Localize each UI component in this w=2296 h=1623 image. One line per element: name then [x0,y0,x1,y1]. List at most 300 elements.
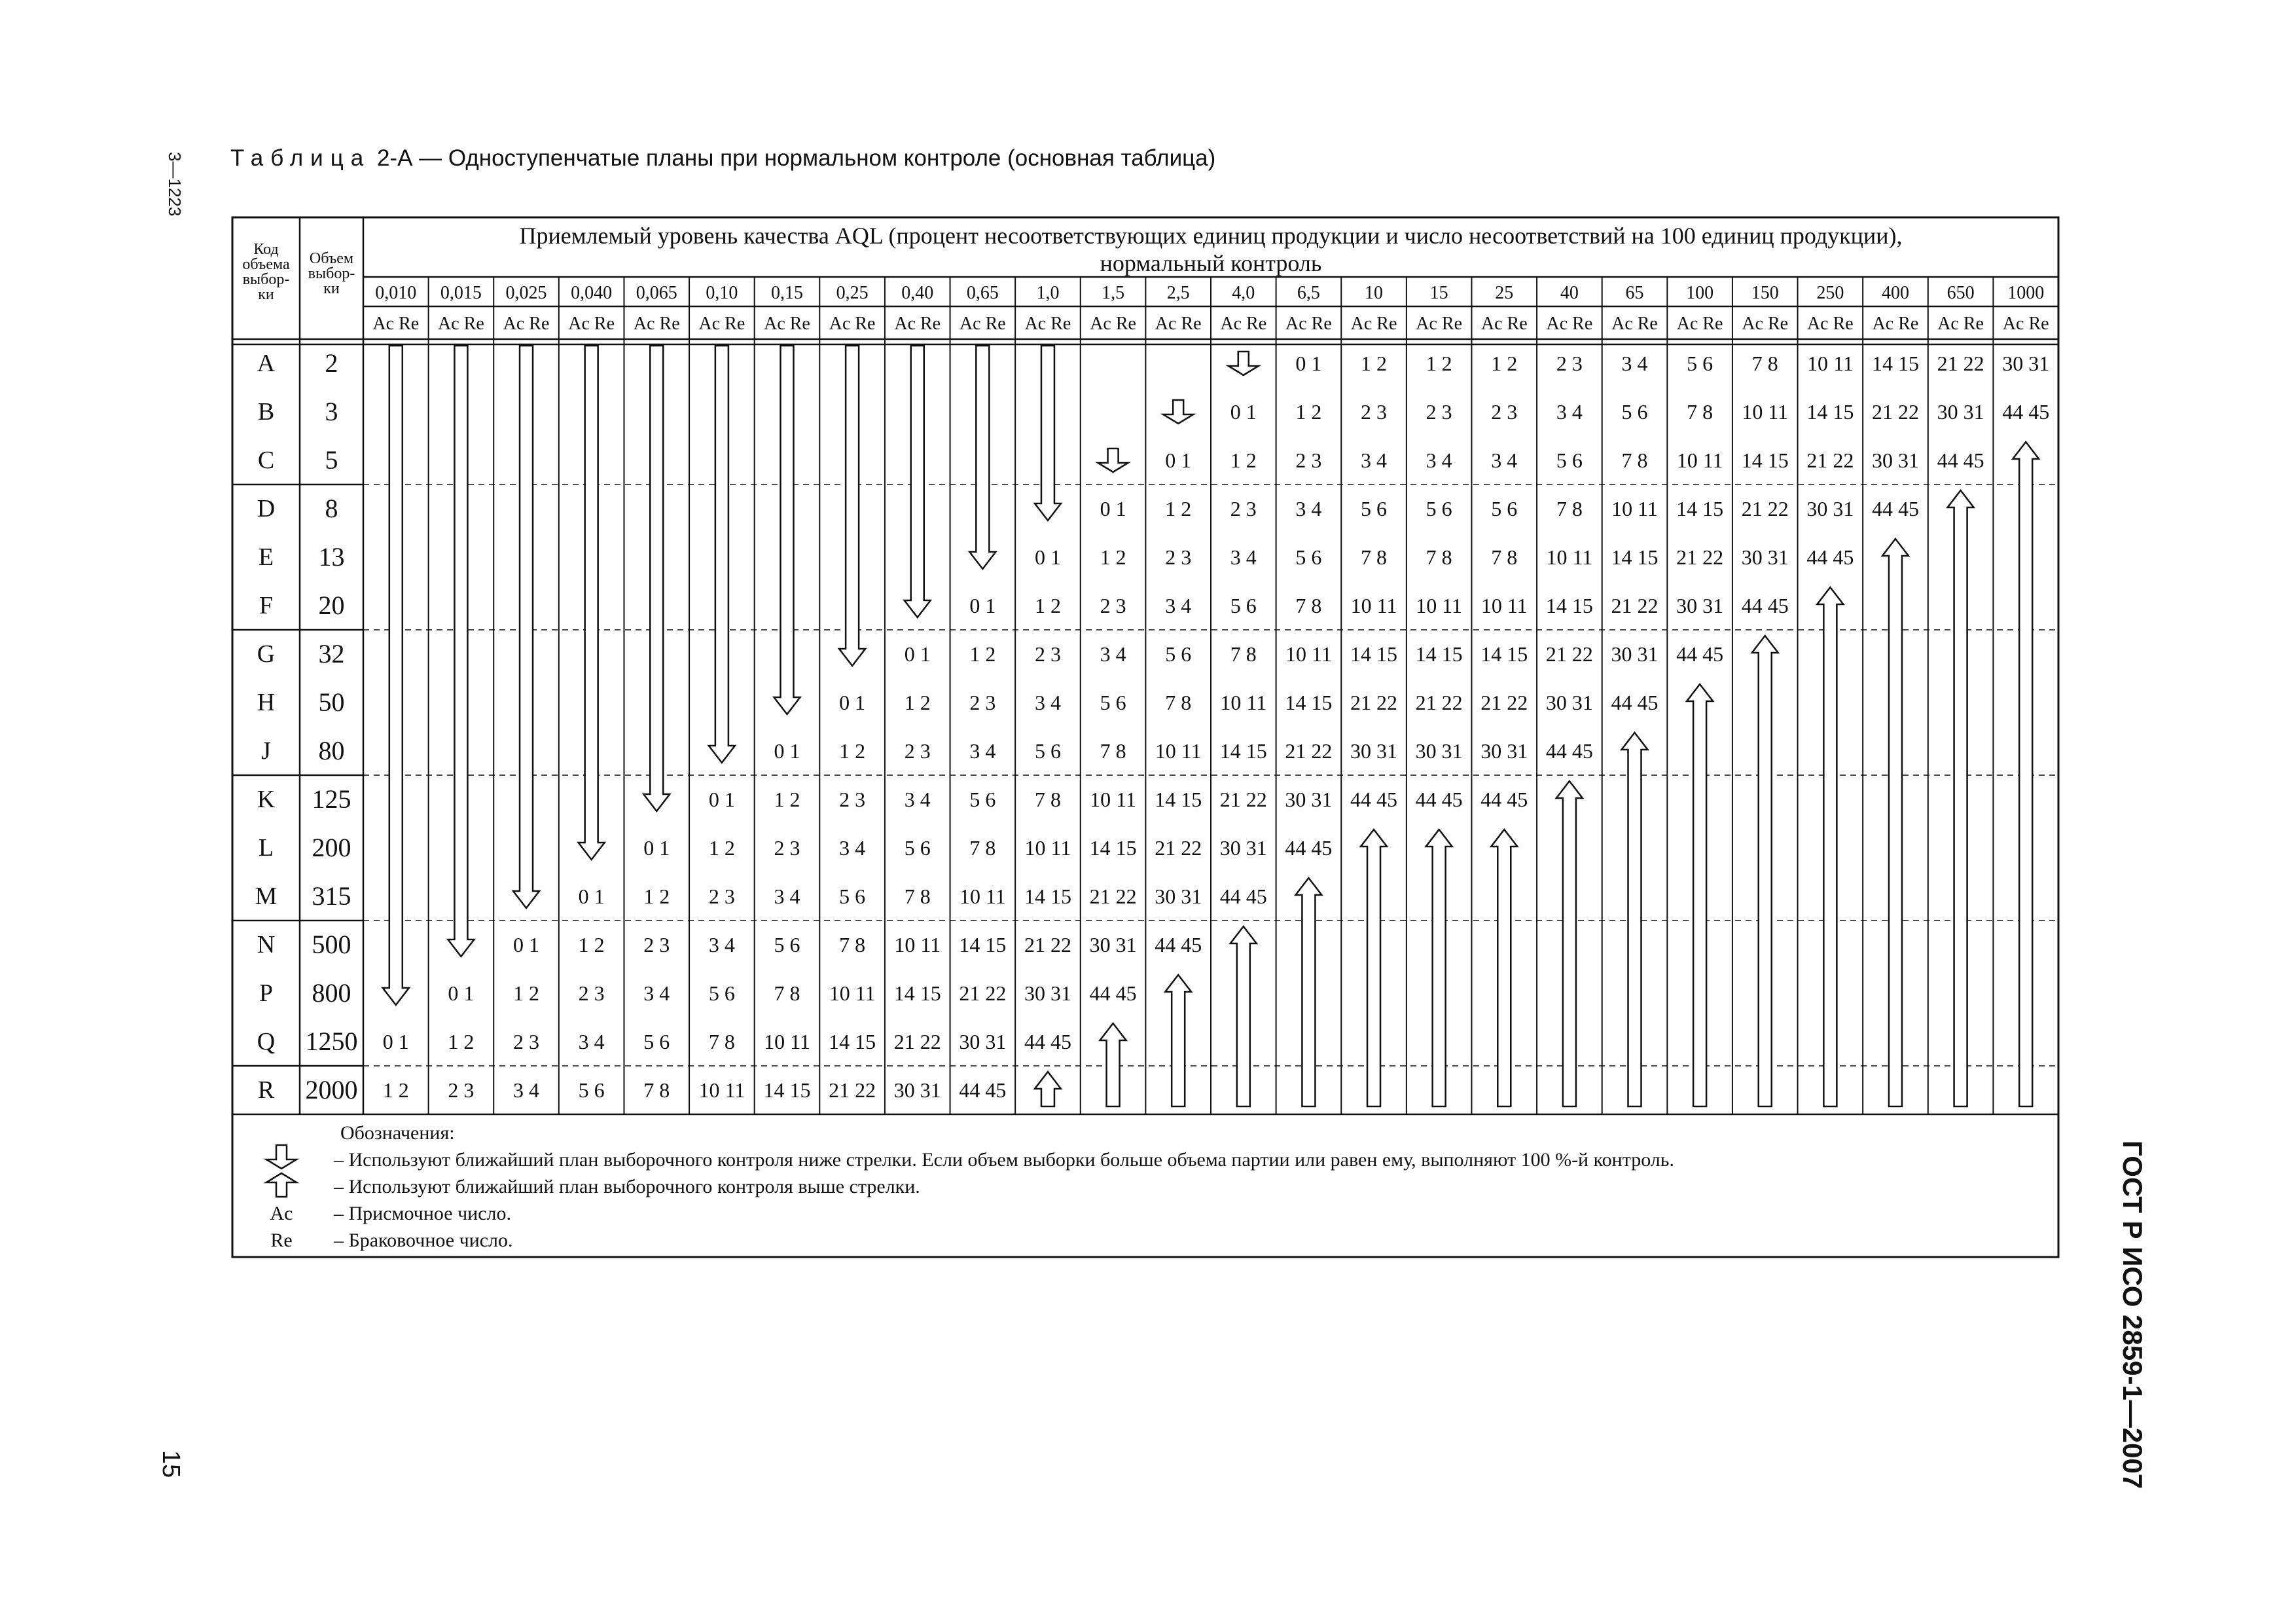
sample-code: C [257,447,275,474]
ac-re-value: 2 3 [1491,400,1518,424]
sample-size: 5 [325,445,338,475]
ac-re-value: 30 31 [959,1030,1007,1053]
ac-re-label: Ac Re [1806,314,1854,334]
ac-re-label: Ac Re [1611,314,1658,334]
ac-re-value: 21 22 [1806,448,1854,472]
ac-re-value: 3 4 [1100,642,1126,666]
sample-code: Q [257,1028,276,1055]
ac-re-value: 2 3 [904,739,931,763]
ac-re-value: 2 3 [448,1078,475,1102]
arrow-down-icon [1098,448,1128,472]
ac-re-value: 14 15 [1350,642,1398,666]
legend-item-text: – Используют ближайший план выборочного контроля выше стрелки. [334,1176,920,1197]
legend-item-text: – Браковочное число. [334,1230,513,1251]
ac-re-value: 0 1 [1295,352,1322,375]
aql-value: 1000 [2007,283,2045,303]
sample-code: B [257,398,275,426]
code-col-header: Код [253,241,279,258]
ac-re-label: Ac Re [438,314,484,334]
sample-code: R [257,1076,275,1104]
ac-re-value: 2 3 [1165,545,1192,569]
ac-re-value: 21 22 [893,1030,941,1053]
arrow-up-icon [1622,733,1648,1106]
sample-code: F [259,592,274,619]
arrow-up-icon [1230,926,1257,1106]
ac-re-value: 21 22 [1871,400,1919,424]
ac-re-value: 7 8 [1034,788,1061,811]
ac-re-value: 30 31 [2002,352,2050,375]
sample-size: 2 [325,348,338,378]
ac-re-value: 30 31 [1024,981,1071,1005]
ac-re-value: 5 6 [1230,594,1257,617]
ac-re-value: 1 2 [1426,352,1452,375]
arrow-up-icon [1687,684,1713,1106]
sample-code: K [257,786,276,813]
ac-re-value: 10 11 [1611,497,1658,520]
ac-re-value: 2 3 [708,884,735,908]
ac-re-value: 1 2 [513,981,540,1005]
arrow-up-icon [1295,878,1321,1106]
aql-value: 1,0 [1036,283,1060,303]
arrow-down-icon [774,346,800,714]
ac-re-value: 5 6 [969,788,996,811]
legend-item-text: – Используют ближайший план выборочного контроля ниже стрелки. Если объем выборки больше объема партии или равен ему, выполняют 100 %-й контроль. [334,1149,1674,1171]
ac-re-value: 30 31 [1937,400,1984,424]
ac-re-value: 2 3 [578,981,605,1005]
sample-size: 8 [325,494,338,523]
ac-re-value: 1 2 [1230,448,1257,472]
ac-re-label: Ac Re [1155,314,1202,334]
ac-re-value: 21 22 [1089,884,1137,908]
arrow-down-icon [448,346,474,957]
ac-re-value: 10 11 [1416,594,1463,617]
ac-re-value: 10 11 [1220,691,1267,714]
ac-re-value: 5 6 [1491,497,1518,520]
ac-re-value: 14 15 [829,1030,876,1053]
sample-size: 13 [318,542,345,572]
ac-re-value: 21 22 [1741,497,1789,520]
ac-re-value: 14 15 [1741,448,1789,472]
ac-re-value: 21 22 [1350,691,1398,714]
arrow-down-icon [839,346,865,666]
ac-re-value: 5 6 [708,981,735,1005]
ac-re-value: 0 1 [1034,545,1061,569]
sample-size: 125 [312,784,351,814]
ac-re-value: 5 6 [839,884,866,908]
ac-re-label: Ac Re [633,314,680,334]
ac-re-value: 3 4 [1556,400,1583,424]
ac-re-value: 14 15 [893,981,941,1005]
aql-value: 0,010 [375,283,417,303]
ac-re-label: Ac Re [894,314,941,334]
arrow-up-icon [1100,1023,1126,1106]
ac-re-value: 44 45 [1676,642,1724,666]
ac-re-value: 14 15 [1024,884,1071,908]
aql-value: 0,15 [771,283,803,303]
size-col-header: ки [323,280,340,297]
ac-re-label: Ac Re [1546,314,1593,334]
ac-re-value: 44 45 [1937,448,1984,472]
sample-code: M [255,883,278,910]
ac-re-value: 3 4 [839,836,866,860]
ac-re-label: Ac Re [959,314,1006,334]
ac-re-value: 14 15 [1545,594,1593,617]
ac-re-value: 7 8 [1687,400,1713,424]
aql-value: 650 [1946,283,1975,303]
ac-re-value: 2 3 [969,691,996,714]
ac-re-value: 2 3 [1361,400,1388,424]
sample-size: 32 [318,639,345,668]
ac-re-value: 7 8 [1556,497,1583,520]
ac-re-value: 7 8 [774,981,800,1005]
ac-re-value: 3 4 [578,1030,605,1053]
ac-re-value: 7 8 [1426,545,1452,569]
ac-re-value: 14 15 [959,933,1007,957]
ac-re-value: 7 8 [969,836,996,860]
aql-value: 0,10 [706,283,738,303]
ac-re-value: 10 11 [1676,448,1723,472]
aql-value: 0,015 [440,283,482,303]
ac-re-value: 30 31 [1806,497,1854,520]
ac-re-value: 21 22 [1024,933,1071,957]
ac-re-value: 10 11 [1806,352,1854,375]
ac-re-value: 5 6 [1687,352,1713,375]
size-col-header: Объем [309,250,354,267]
arrow-up-icon [1817,587,1843,1106]
ac-re-value: 5 6 [1556,448,1583,472]
aql-value: 100 [1686,283,1714,303]
aql-value: 0,025 [505,283,547,303]
ac-re-label: Ac Re [1480,314,1528,334]
ac-re-value: 44 45 [1350,788,1398,811]
ac-re-value: 1 2 [1034,594,1061,617]
sample-size: 800 [312,978,351,1008]
table-cells [383,352,2049,1102]
ac-re-value: 5 6 [643,1030,670,1053]
ac-re-label: Ac Re [1090,314,1136,334]
ac-re-value: 14 15 [1806,400,1854,424]
aql-value: 0,065 [636,283,677,303]
arrow-up-icon [1035,1072,1061,1106]
legend-title: Обозначения: [340,1122,455,1144]
ac-re-value: 2 3 [774,836,800,860]
legend-symbol: Re [270,1230,293,1251]
ac-re-label: Ac Re [1350,314,1397,334]
ac-re-value: 1 2 [1100,545,1126,569]
aql-value: 0,040 [571,283,613,303]
ac-re-value: 7 8 [708,1030,735,1053]
arrow-down-icon [266,1145,296,1169]
sample-code: A [257,350,276,377]
sample-size: 315 [312,881,351,911]
ac-re-value: 14 15 [763,1078,811,1102]
arrow-up-icon [1556,781,1583,1106]
code-col-header: выбор- [242,271,290,288]
aql-value: 0,25 [836,283,869,303]
ac-re-value: 21 22 [1155,836,1202,860]
arrow-up-icon [1491,830,1517,1106]
ac-re-value: 14 15 [1871,352,1919,375]
ac-re-value: 0 1 [839,691,866,714]
sample-code: E [258,543,274,571]
ac-re-value: 3 4 [1230,545,1257,569]
table-grid [232,217,2058,1257]
ac-re-value: 44 45 [1545,739,1593,763]
ac-re-value: 21 22 [1937,352,1984,375]
ac-re-value: 44 45 [2002,400,2050,424]
ac-re-value: 10 11 [764,1030,810,1053]
ac-re-value: 2 3 [1295,448,1322,472]
ac-re-value: 5 6 [904,836,931,860]
sample-code: N [257,931,276,958]
ac-re-value: 7 8 [1100,739,1126,763]
ac-re-value: 21 22 [959,981,1007,1005]
ac-re-value: 1 2 [448,1030,475,1053]
ac-re-value: 3 4 [643,981,670,1005]
ac-re-value: 10 11 [1090,788,1136,811]
ac-re-value: 30 31 [1676,594,1724,617]
arrow-down-icon [1163,400,1193,424]
legend-item-text: – Присмочное число. [334,1203,511,1224]
ac-re-value: 7 8 [1621,448,1648,472]
ac-re-value: 7 8 [839,933,866,957]
ac-re-value: 44 45 [1219,884,1267,908]
aql-value: 250 [1816,283,1844,303]
sample-size: 20 [318,591,345,620]
ac-re-value: 3 4 [1165,594,1192,617]
ac-re-value: 2 3 [1556,352,1583,375]
legend [270,1122,1674,1251]
ac-re-value: 30 31 [1219,836,1267,860]
ac-re-value: 44 45 [1415,788,1463,811]
sample-code: P [259,979,274,1007]
ac-re-label: Ac Re [1220,314,1267,334]
ac-re-value: 0 1 [1165,448,1192,472]
ac-re-label: Ac Re [1742,314,1789,334]
standard-designation: ГОСТ Р ИСО 2859-1—2007 [2117,1140,2148,1489]
ac-re-value: 30 31 [1871,448,1919,472]
ac-re-value: 10 11 [1742,400,1789,424]
ac-re-value: 0 1 [708,788,735,811]
arrow-down-icon [905,346,931,617]
sample-size: 50 [318,687,345,717]
ac-re-value: 3 4 [774,884,800,908]
sample-code: H [257,689,276,716]
ac-re-value: 0 1 [1230,400,1257,424]
ac-re-label: Ac Re [1024,314,1071,334]
ac-re-value: 10 11 [959,884,1006,908]
aql-value: 400 [1881,283,1909,303]
aql-value: 65 [1625,283,1644,303]
ac-re-value: 3 4 [1034,691,1061,714]
arrow-down-icon [383,346,409,1005]
table-row-labels [255,348,358,1104]
arrow-down-icon [1035,346,1061,520]
ac-re-value: 0 1 [448,981,475,1005]
aql-value: 4,0 [1232,283,1255,303]
ac-re-value: 44 45 [1741,594,1789,617]
ac-re-value: 10 11 [698,1078,745,1102]
ac-re-label: Ac Re [1416,314,1463,334]
ac-re-value: 14 15 [1611,545,1659,569]
ac-re-value: 30 31 [1089,933,1137,957]
ac-re-value: 21 22 [1545,642,1593,666]
ac-re-value: 7 8 [1295,594,1322,617]
ac-re-value: 3 4 [513,1078,540,1102]
sample-size: 2000 [305,1075,358,1104]
ac-re-value: 5 6 [774,933,800,957]
ac-re-value: 3 4 [708,933,735,957]
ac-re-label: Ac Re [372,314,420,334]
ac-re-value: 21 22 [1676,545,1724,569]
ac-re-value: 14 15 [1155,788,1202,811]
ac-re-value: 7 8 [1230,642,1257,666]
ac-re-value: 7 8 [1491,545,1518,569]
arrow-up-icon [2013,442,2039,1106]
ac-re-value: 2 3 [839,788,866,811]
arrow-down-icon [513,346,539,908]
arrow-down-icon [579,346,605,860]
aql-value: 25 [1495,283,1514,303]
ac-re-value: 44 45 [1024,1030,1071,1053]
ac-re-value: 5 6 [1621,400,1648,424]
ac-re-value: 1 2 [578,933,605,957]
ac-re-value: 5 6 [1426,497,1452,520]
sample-code: L [258,834,274,862]
ac-re-value: 14 15 [1480,642,1528,666]
ac-re-value: 1 2 [643,884,670,908]
title-text: 2-А — Одноступенчатые планы при нормальном контроле (основная таблица) [370,145,1216,171]
ac-re-value: 7 8 [1165,691,1192,714]
aql-value: 40 [1560,283,1579,303]
arrow-down-icon [643,346,670,811]
ac-re-value: 21 22 [1415,691,1463,714]
ac-re-value: 0 1 [904,642,931,666]
ac-re-value: 1 2 [1491,352,1518,375]
arrow-down-icon [969,346,996,569]
ac-re-value: 21 22 [1611,594,1659,617]
ac-re-value: 30 31 [1741,545,1789,569]
ac-re-label: Ac Re [568,314,615,334]
ac-re-value: 44 45 [1806,545,1854,569]
ac-re-value: 1 2 [839,739,866,763]
ac-re-label: Ac Re [1285,314,1332,334]
aql-value: 1,5 [1102,283,1125,303]
sample-size: 80 [318,736,345,765]
ac-re-value: 10 11 [1155,739,1202,763]
ac-re-value: 30 31 [1350,739,1398,763]
ac-re-value: 2 3 [513,1030,540,1053]
aql-value: 0,40 [901,283,934,303]
ac-re-value: 14 15 [1219,739,1267,763]
ac-re-value: 0 1 [513,933,540,957]
ac-re-value: 44 45 [1480,788,1528,811]
ac-re-value: 2 3 [1034,642,1061,666]
ac-re-value: 10 11 [1024,836,1071,860]
ac-re-value: 3 4 [1361,448,1388,472]
ac-re-value: 14 15 [1089,836,1137,860]
sample-size: 1250 [305,1027,358,1056]
ac-re-value: 30 31 [893,1078,941,1102]
ac-re-value: 30 31 [1480,739,1528,763]
ac-re-value: 10 11 [1480,594,1528,617]
ac-re-value: 21 22 [1285,739,1333,763]
arrow-up-icon [1752,636,1778,1106]
ac-re-value: 14 15 [1676,497,1724,520]
ac-re-value: 14 15 [1285,691,1333,714]
code-col-header: объема [242,256,290,273]
ac-re-value: 3 4 [1621,352,1648,375]
page-number: 15 [157,1450,185,1478]
sample-size: 3 [325,397,338,426]
ac-re-value: 0 1 [643,836,670,860]
arrow-up-icon [1426,830,1452,1106]
ac-re-label: Ac Re [2002,314,2049,334]
ac-re-value: 1 2 [969,642,996,666]
ac-re-value: 7 8 [904,884,931,908]
ac-re-value: 1 2 [774,788,800,811]
aql-value: 6,5 [1297,283,1320,303]
ac-re-value: 10 11 [894,933,941,957]
ac-re-value: 3 4 [1295,497,1322,520]
ac-re-value: 1 2 [1295,400,1322,424]
arrow-up-icon [1165,975,1191,1106]
ac-re-value: 0 1 [969,594,996,617]
ac-re-value: 30 31 [1545,691,1593,714]
aql-header: Приемлемый уровень качества AQL (процент несоответствующих единиц продукции и число несоответствий на 100 единиц продукции), [519,223,1903,249]
ac-re-value: 44 45 [1089,981,1137,1005]
ac-re-label: Ac Re [698,314,745,334]
ac-re-value: 7 8 [643,1078,670,1102]
ac-re-label: Ac Re [764,314,810,334]
sample-code: G [257,640,276,668]
ac-re-value: 5 6 [1361,497,1388,520]
ac-re-value: 5 6 [578,1078,605,1102]
ac-re-value: 44 45 [1155,933,1202,957]
ac-re-label: Ac Re [829,314,876,334]
ac-re-value: 21 22 [1219,788,1267,811]
ac-re-value: 10 11 [1350,594,1397,617]
ac-re-label: Ac Re [1937,314,1984,334]
ac-re-value: 1 2 [1361,352,1388,375]
code-col-header: ки [258,286,274,303]
ac-re-value: 0 1 [578,884,605,908]
ac-re-value: 30 31 [1155,884,1202,908]
aql-value: 10 [1365,283,1384,303]
ac-re-value: 21 22 [1480,691,1528,714]
table-arrows [266,346,2039,1197]
ac-re-value: 10 11 [1546,545,1593,569]
ac-re-value: 0 1 [1100,497,1126,520]
ac-re-label: Ac Re [1872,314,1919,334]
sample-size: 500 [312,930,351,959]
ac-re-value: 5 6 [1034,739,1061,763]
ac-re-value: 14 15 [1415,642,1463,666]
ac-re-label: Ac Re [503,314,550,334]
sample-code: D [257,495,276,522]
ac-re-value: 44 45 [1285,836,1333,860]
arrow-up-icon [266,1173,296,1197]
arrow-down-icon [1229,352,1259,375]
ac-re-value: 5 6 [1100,691,1126,714]
ac-re-label: Ac Re [1676,314,1723,334]
arrow-up-icon [1361,830,1387,1106]
aql-value: 15 [1429,283,1448,303]
ac-re-value: 0 1 [382,1030,409,1053]
size-col-header: выбор- [308,265,355,282]
ac-re-value: 1 2 [904,691,931,714]
aql-value: 150 [1751,283,1779,303]
